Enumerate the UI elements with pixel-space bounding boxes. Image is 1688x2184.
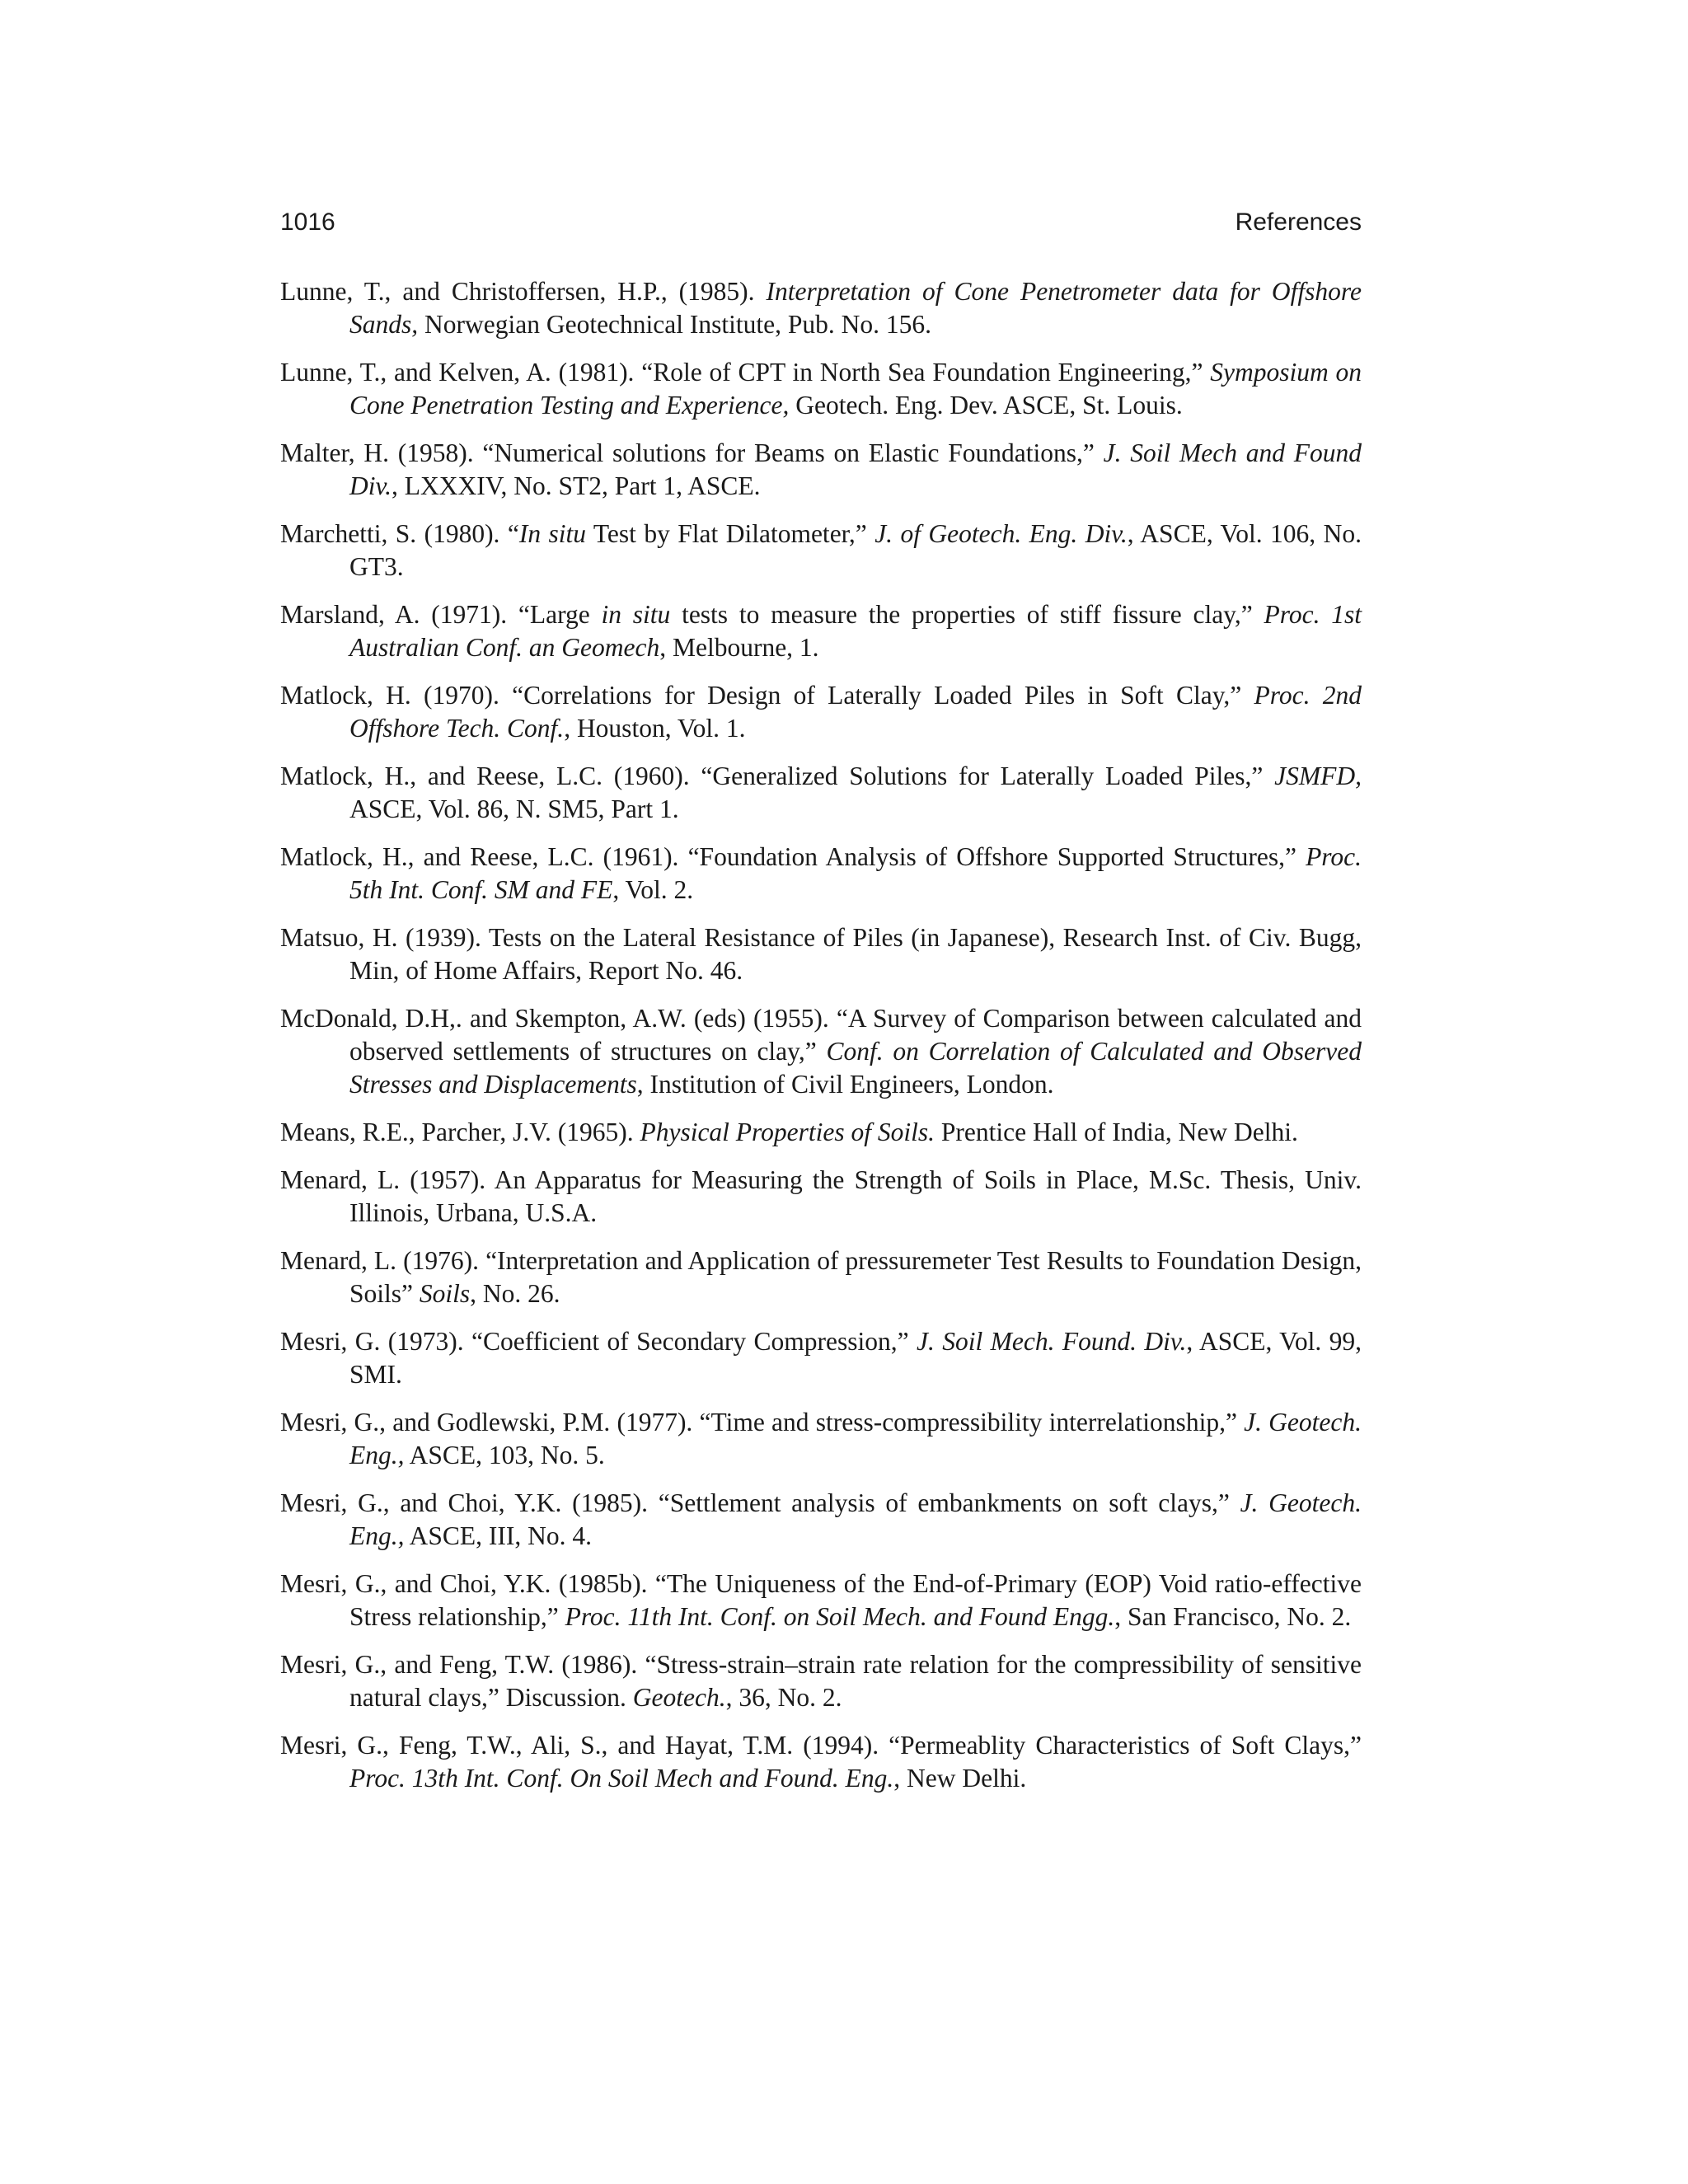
reference-italic-text: J. Soil Mech and Found Div. bbox=[349, 438, 1362, 500]
reference-text: , New Delhi. bbox=[893, 1764, 1027, 1793]
reference-text: Menard, L. (1976). “Interpretation and Application of pressuremeter Test Results to Foundation Design, Soils” bbox=[280, 1246, 1362, 1308]
reference-entry bbox=[280, 437, 1362, 503]
reference-text: Mesri, G., Feng, T.W., Ali, S., and Hayat, T.M. (1994). “Permeablity Characteristics of Soft Clays,” bbox=[280, 1731, 1362, 1760]
reference-entry bbox=[280, 1116, 1362, 1149]
reference-italic-text: J. Soil Mech. Found. Div. bbox=[917, 1327, 1187, 1356]
reference-entry bbox=[280, 518, 1362, 583]
reference-text: Mesri, G., and Choi, Y.K. (1985). “Settlement analysis of embankments on soft clays,” bbox=[280, 1488, 1240, 1517]
reference-entry bbox=[280, 1729, 1362, 1795]
reference-text: Matlock, H., and Reese, L.C. (1960). “Generalized Solutions for Laterally Loaded Piles,” bbox=[280, 762, 1275, 790]
reference-text: , Vol. 2. bbox=[612, 875, 694, 904]
reference-entry bbox=[280, 1406, 1362, 1472]
reference-text: Norwegian Geotechnical Institute, Pub. No. 156. bbox=[418, 310, 932, 339]
reference-text: Mesri, G., and Godlewski, P.M. (1977). “Time and stress-compressibility interrelationship,” bbox=[280, 1408, 1245, 1436]
reference-entry bbox=[280, 275, 1362, 341]
reference-entry bbox=[280, 356, 1362, 422]
reference-text: Geotech. Eng. Dev. ASCE, St. Louis. bbox=[789, 391, 1183, 419]
reference-text: McDonald, D.H,. and Skempton, A.W. (eds) (1955). “A Survey of Comparison between calculated and observed settlements of structures on clay,” bbox=[280, 1004, 1362, 1066]
reference-text: Matsuo, H. (1939). Tests on the Lateral Resistance of Piles (in Japanese), Research Inst. of Civ. Bugg, Min, of Home Affairs, Report No. 46. bbox=[280, 923, 1362, 985]
reference-text: , San Francisco, No. 2. bbox=[1114, 1602, 1352, 1631]
reference-italic-text: Proc. 11th Int. Conf. on Soil Mech. and Found Engg. bbox=[565, 1602, 1115, 1631]
reference-italic-text: Physical Properties of Soils. bbox=[640, 1118, 935, 1146]
reference-text: Marsland, A. (1971). “Large bbox=[280, 600, 602, 629]
reference-italic-text: JSMFD, bbox=[1274, 762, 1362, 790]
reference-entry bbox=[280, 841, 1362, 907]
reference-text: Menard, L. (1957). An Apparatus for Measuring the Strength of Soils in Place, M.Sc. Thesis, Univ. Illinois, Urbana, U.S.A. bbox=[280, 1165, 1362, 1227]
reference-entry bbox=[280, 598, 1362, 664]
reference-text: Means, R.E., Parcher, J.V. (1965). bbox=[280, 1118, 640, 1146]
reference-text: Mesri, G. (1973). “Coefficient of Secondary Compression,” bbox=[280, 1327, 917, 1356]
reference-italic-text: Conf. on Correlation of Calculated and Observed Stresses and Displacements bbox=[349, 1037, 1362, 1099]
reference-list bbox=[280, 275, 1362, 1810]
reference-entry bbox=[280, 1487, 1362, 1553]
reference-italic-text: in situ bbox=[601, 600, 671, 629]
reference-text: Prentice Hall of India, New Delhi. bbox=[935, 1118, 1298, 1146]
reference-text: , Institution of Civil Engineers, London. bbox=[636, 1070, 1054, 1099]
reference-entry bbox=[280, 1002, 1362, 1101]
reference-text: , ASCE, Vol. 106, No. GT3. bbox=[349, 519, 1362, 581]
reference-italic-text: Soils bbox=[419, 1279, 471, 1308]
reference-italic-text: J. of Geotech. Eng. Div. bbox=[874, 519, 1128, 548]
reference-entry bbox=[280, 1568, 1362, 1633]
reference-entry bbox=[280, 1648, 1362, 1714]
reference-text: , 36, No. 2. bbox=[725, 1683, 842, 1712]
reference-text: Mesri, G., and Choi, Y.K. (1985b). “The Uniqueness of the End-of-Primary (EOP) Void ratio-effective Stress relationship,” bbox=[280, 1569, 1362, 1631]
reference-italic-text: Proc. 1st Australian Conf. an Geomech bbox=[349, 600, 1362, 662]
reference-text: , LXXXIV, No. ST2, Part 1, ASCE. bbox=[392, 471, 761, 500]
reference-italic-text: Geotech. bbox=[632, 1683, 726, 1712]
page-number: 1016 bbox=[280, 209, 335, 236]
reference-text: Lunne, T., and Kelven, A. (1981). “Role of CPT in North Sea Foundation Engineering,” bbox=[280, 358, 1211, 387]
reference-italic-text: Proc. 13th Int. Conf. On Soil Mech and Found. Eng. bbox=[349, 1764, 894, 1793]
reference-text: , Houston, Vol. 1. bbox=[564, 714, 746, 743]
reference-italic-text: Symposium on Cone Penetration Testing and Experience, bbox=[349, 358, 1362, 419]
running-head: References bbox=[1235, 209, 1362, 236]
reference-text: tests to measure the properties of stiff fissure clay,” bbox=[670, 600, 1264, 629]
reference-text: Test by Flat Dilatometer,” bbox=[586, 519, 875, 548]
reference-text: Malter, H. (1958). “Numerical solutions for Beams on Elastic Foundations,” bbox=[280, 438, 1104, 467]
reference-entry bbox=[280, 1244, 1362, 1310]
reference-italic-text: J. Geotech. Eng., bbox=[349, 1488, 1362, 1550]
reference-text: , Melbourne, 1. bbox=[659, 633, 819, 662]
reference-text: ASCE, III, No. 4. bbox=[404, 1521, 592, 1550]
reference-italic-text: Interpretation of Cone Penetrometer data for Offshore Sands, bbox=[349, 277, 1362, 339]
reference-entry bbox=[280, 679, 1362, 745]
reference-text: ASCE, 103, No. 5. bbox=[404, 1441, 605, 1469]
reference-entry bbox=[280, 921, 1362, 987]
reference-text: , ASCE, Vol. 99, SMI. bbox=[349, 1327, 1362, 1389]
page-header bbox=[280, 201, 1362, 244]
reference-text: ASCE, Vol. 86, N. SM5, Part 1. bbox=[349, 794, 679, 823]
reference-text: Marchetti, S. (1980). “ bbox=[280, 519, 519, 548]
reference-entry bbox=[280, 1325, 1362, 1391]
reference-italic-text: Proc. 5th Int. Conf. SM and FE bbox=[349, 842, 1362, 904]
reference-italic-text: Proc. 2nd Offshore Tech. Conf. bbox=[349, 681, 1362, 743]
reference-text: Matlock, H., and Reese, L.C. (1961). “Foundation Analysis of Offshore Supported Structures,” bbox=[280, 842, 1306, 871]
reference-entry bbox=[280, 760, 1362, 826]
reference-text: , No. 26. bbox=[470, 1279, 560, 1308]
reference-text: Mesri, G., and Feng, T.W. (1986). “Stress-strain–strain rate relation for the compressibility of sensitive natural clays,” Discussion. bbox=[280, 1650, 1362, 1712]
reference-italic-text: J. Geotech. Eng., bbox=[349, 1408, 1362, 1469]
reference-entry bbox=[280, 1164, 1362, 1230]
reference-text: Lunne, T., and Christoffersen, H.P., (1985). bbox=[280, 277, 767, 306]
reference-italic-text: In situ bbox=[518, 519, 587, 548]
reference-text: Matlock, H. (1970). “Correlations for Design of Laterally Loaded Piles in Soft Clay,” bbox=[280, 681, 1254, 710]
